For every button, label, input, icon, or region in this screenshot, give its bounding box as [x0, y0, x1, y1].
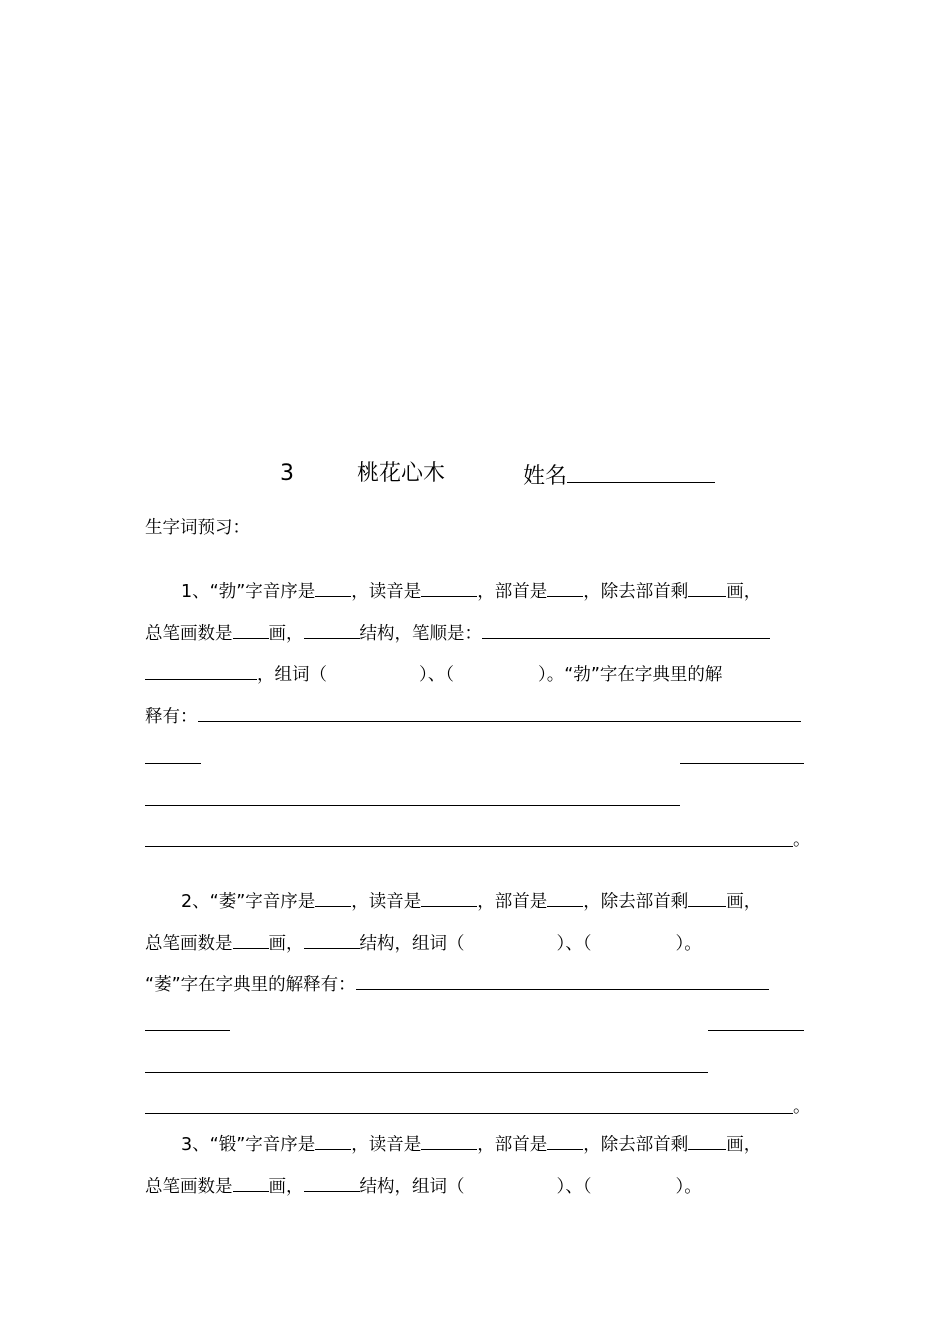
q3-structure-label: 结构， — [359, 1177, 412, 1197]
q2-meaning-rule-b[interactable] — [708, 1030, 804, 1031]
q1-pron-label: ，读音是 — [351, 582, 422, 602]
q1-line2 — [145, 620, 770, 646]
q1-stroke-order-blank-2[interactable] — [145, 661, 257, 680]
q2-meaning-rule-d[interactable] — [145, 1113, 793, 1114]
q1-stroke-order-blank[interactable] — [482, 620, 770, 639]
q3-strokes-tail: 画， — [726, 1135, 762, 1155]
q3-words-label: 组词（ — [412, 1177, 465, 1197]
q1-line3 — [145, 661, 722, 687]
q1-stroke-unit: 画， — [268, 624, 304, 644]
q3-line1 — [181, 1131, 761, 1157]
q3-radical-label: ，部首是 — [477, 1135, 548, 1155]
q1-radical-label: ，部首是 — [477, 582, 548, 602]
q3-order-blank[interactable] — [315, 1131, 351, 1150]
q1-strokes-tail: 画， — [726, 582, 762, 602]
q3-total-blank[interactable] — [233, 1173, 269, 1192]
q1-meaning-rule-c[interactable] — [145, 805, 680, 806]
q1-structure-label: 结构， — [359, 624, 412, 644]
q2-remain-label: ，除去部首剩 — [583, 892, 689, 912]
q1-line1 — [181, 578, 761, 604]
q2-meaning-rule-a[interactable] — [145, 1030, 230, 1031]
q2-order-blank[interactable] — [315, 888, 351, 907]
q2-meaning-label: 字在字典里的解释有： — [180, 975, 356, 995]
q2-structure-label: 结构， — [359, 934, 412, 954]
q1-words-label: 组词（ — [274, 665, 327, 685]
q1-char-ref: “勃” — [564, 665, 600, 685]
q1-remain-label: ，除去部首剩 — [583, 582, 689, 602]
q1-words-mid: ）、（ — [419, 665, 454, 685]
q1-pron-blank[interactable] — [421, 578, 477, 597]
q2-words-mid: ）、（ — [556, 934, 592, 954]
q3-pron-label: ，读音是 — [351, 1135, 422, 1155]
q2-number: 2、 — [181, 892, 210, 912]
q1-radical-blank[interactable] — [547, 578, 583, 597]
q2-pron-label: ，读音是 — [351, 892, 422, 912]
q2-strokes-tail: 画， — [726, 892, 762, 912]
q2-line2 — [145, 930, 702, 956]
name-label — [523, 460, 715, 491]
q2-words-end: ）。 — [675, 934, 702, 954]
q3-words-end: ）。 — [675, 1177, 702, 1197]
q1-meaning-rule-d[interactable] — [145, 846, 793, 847]
q1-meaning-prefix: 字在字典里的解 — [599, 665, 723, 685]
q2-line3 — [145, 971, 769, 997]
q1-line4 — [145, 703, 801, 729]
q2-radical-blank[interactable] — [547, 888, 583, 907]
q3-remain-label: ，除去部首剩 — [583, 1135, 689, 1155]
q2-pron-blank[interactable] — [421, 888, 477, 907]
q2-meaning-blank[interactable] — [356, 971, 769, 990]
q3-stroke-unit: 画， — [268, 1177, 304, 1197]
q2-total-blank[interactable] — [233, 930, 269, 949]
q2-char-order-label: 字音序是 — [245, 892, 316, 912]
q3-char-order-label: 字音序是 — [245, 1135, 316, 1155]
q1-order-blank[interactable] — [315, 578, 351, 597]
q3-structure-blank[interactable] — [304, 1173, 360, 1192]
q1-char: “勃” — [209, 582, 246, 602]
q2-meaning-rule-c[interactable] — [145, 1072, 708, 1073]
q1-meaning-blank[interactable] — [198, 703, 801, 722]
q3-char: “锻” — [209, 1135, 246, 1155]
q3-line2 — [145, 1173, 702, 1199]
q3-radical-blank[interactable] — [547, 1131, 583, 1150]
q1-number: 1、 — [181, 582, 210, 602]
name-label-text: 姓名 — [523, 464, 568, 489]
q2-structure-blank[interactable] — [304, 930, 360, 949]
name-blank[interactable] — [567, 460, 715, 483]
q3-number: 3、 — [181, 1135, 210, 1155]
q1-meaning-rule-b[interactable] — [680, 763, 804, 764]
q2-radical-label: ，部首是 — [477, 892, 548, 912]
q3-pron-blank[interactable] — [421, 1131, 477, 1150]
q1-structure-blank[interactable] — [304, 620, 360, 639]
lesson-number: 3 — [280, 461, 294, 486]
q2-period: 。 — [793, 1097, 811, 1117]
q1-comma: ， — [257, 665, 275, 685]
q1-total-label: 总笔画数是 — [145, 624, 233, 644]
q2-stroke-unit: 画， — [268, 934, 304, 954]
q2-line1 — [181, 888, 761, 914]
q2-words-label: 组词（ — [412, 934, 465, 954]
q2-char: “萎” — [209, 892, 246, 912]
q3-total-label: 总笔画数是 — [145, 1177, 233, 1197]
q1-stroke-order-label: 笔顺是： — [412, 624, 482, 644]
q2-remain-blank[interactable] — [688, 888, 726, 907]
q1-meaning-rule-a[interactable] — [145, 763, 201, 764]
lesson-title: 桃花心木 — [357, 461, 446, 486]
q2-total-label: 总笔画数是 — [145, 934, 233, 954]
q1-meaning-suffix: 释有： — [145, 707, 198, 727]
q3-words-mid: ）、（ — [556, 1177, 592, 1197]
q1-char-order-label: 字音序是 — [245, 582, 316, 602]
section-title: 生字词预习： — [145, 518, 250, 538]
q1-total-blank[interactable] — [233, 620, 269, 639]
q1-remain-blank[interactable] — [688, 578, 726, 597]
q3-remain-blank[interactable] — [688, 1131, 726, 1150]
q1-words-end: ）。 — [538, 665, 565, 685]
q2-char-ref: “萎” — [145, 975, 181, 995]
q1-period: 。 — [793, 830, 811, 850]
